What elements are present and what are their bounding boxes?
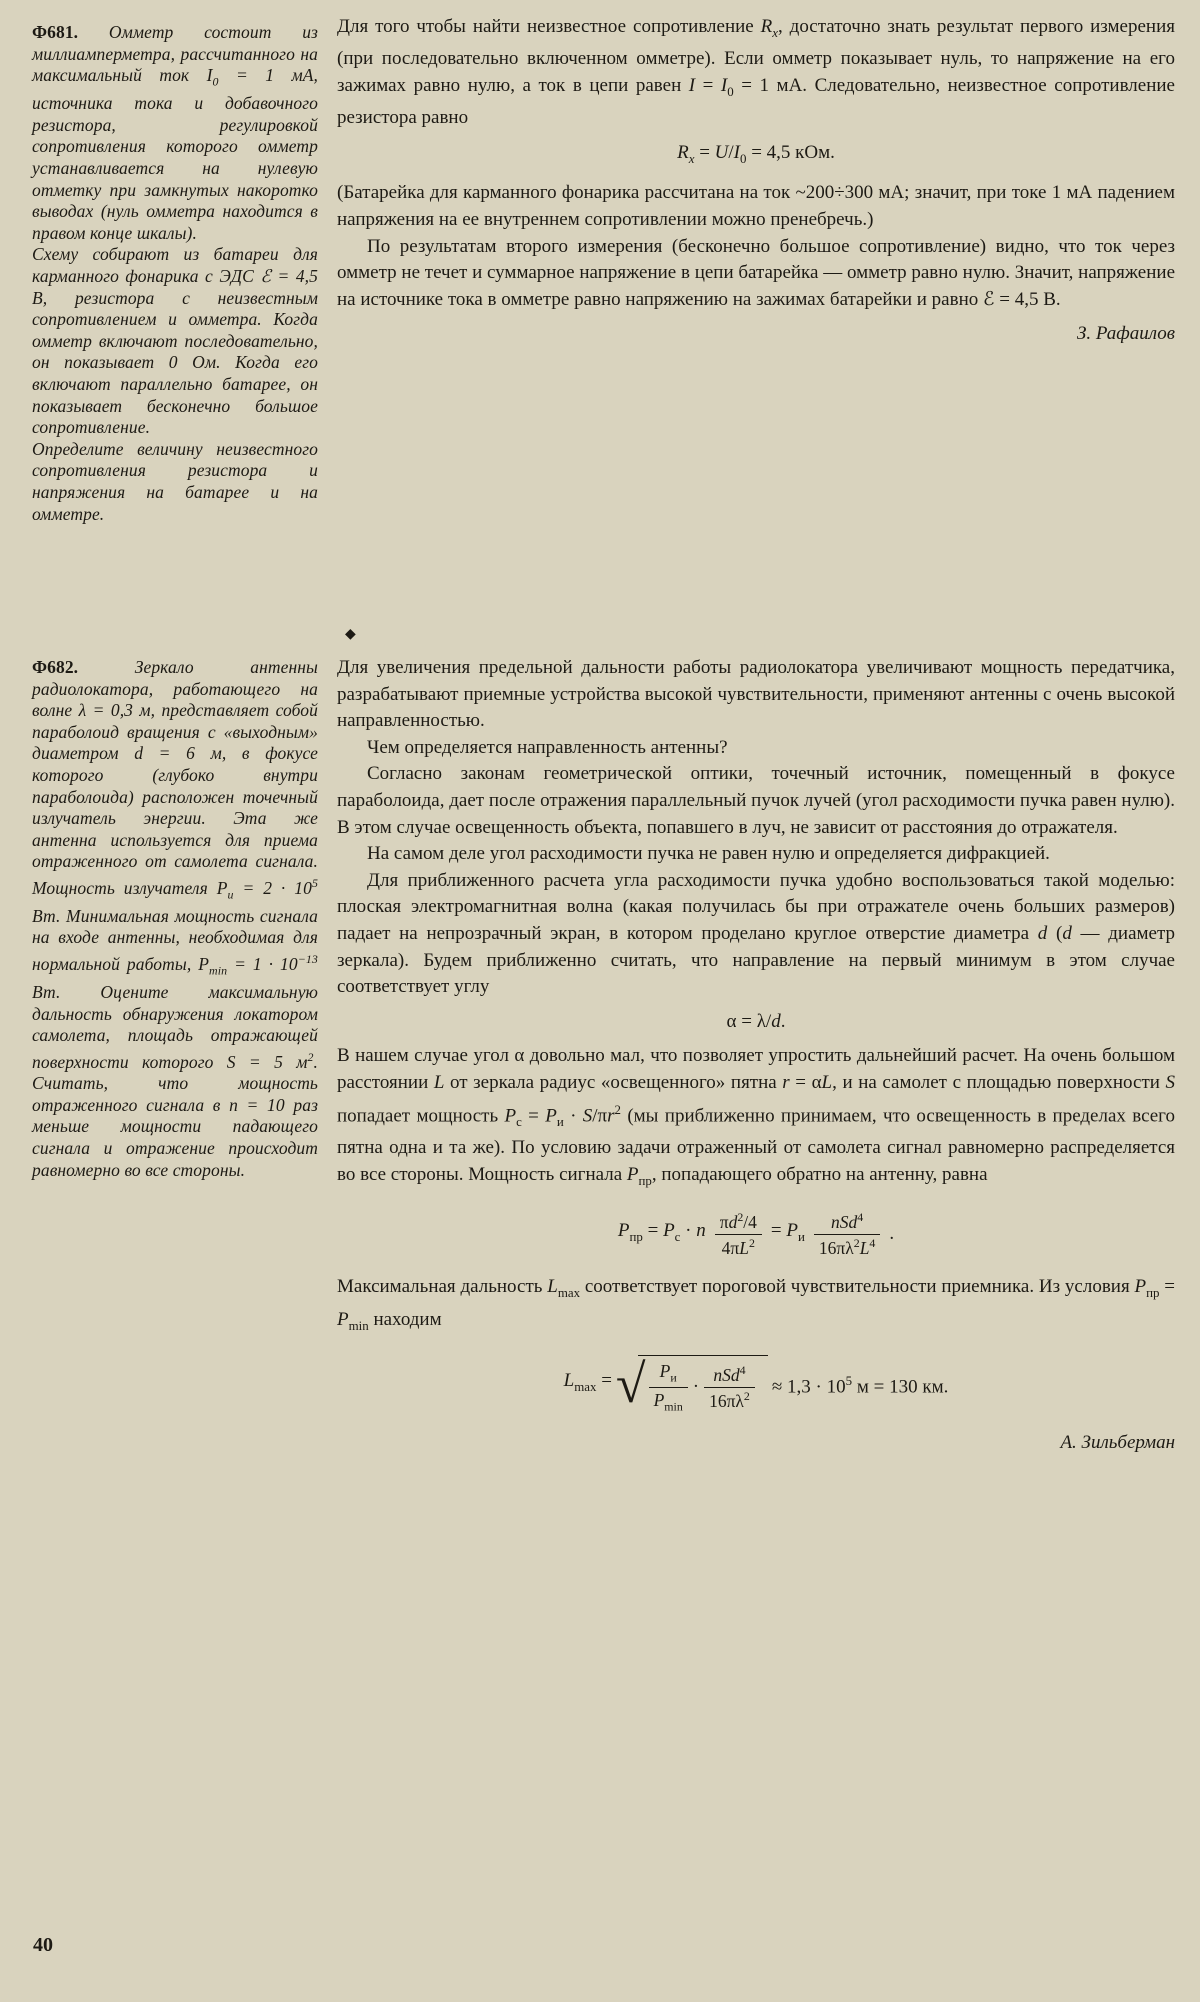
fraction-denominator: $P_{min}$ [653, 1390, 683, 1414]
fraction-denominator: $16\pi\lambda^2$ [709, 1389, 750, 1411]
radical-sign: √ [615, 1353, 646, 1414]
solution-f682 [337, 655, 1175, 1457]
formula-ppr-end: . [889, 1222, 895, 1244]
solution-f681-p1: Для того чтобы найти неизвестное сопротивление $R_x$, достаточно знать результат первого измерения (при последовательно включенном омметре). Если омметр показывает нуль, то напряжение на его зажимах равно нулю, а ток в цепи равен $I = I_0 = 1$ мА. Следовательно, неизвестное сопротивление резистора равно [337, 16, 1175, 129]
problem-f681 [32, 22, 318, 525]
fraction-numerator: $\pi d^2/4$ [715, 1210, 762, 1235]
solution-f682-p3: Согласно законам геометрической оптики, точечный источник, помещенный в фокусе параболоида, дает после отражения параллельный пучок лучей (угол расходимости пучка равен нулю). В этом случае освещенность объекта, попавшего в луч, не зависит от расстояния до отражателя. [337, 763, 1175, 838]
formula-ppr-fraction-2 [814, 1210, 880, 1258]
formula-alpha: α = λ/d. [726, 1010, 786, 1032]
page-number: 40 [33, 1934, 53, 1956]
problem-f681-statement-p3: Определите величину неизвестного сопротивления резистора и напряжения на батарее и на омметре. [32, 438, 318, 524]
problem-f681-statement-p1 [32, 22, 318, 244]
multiplication-dot: · [692, 1375, 700, 1397]
solution-f682-author: А. Зильберман [1060, 1432, 1175, 1454]
solution-f682-p4: На самом деле угол расходимости пучка не равен нулю и определяется дифракцией. [367, 843, 1050, 865]
fraction-denominator: $4\pi L^2$ [721, 1236, 755, 1258]
fraction-numerator: nSd$^4$ [704, 1363, 755, 1388]
solution-f682-p5: Для приближенного расчета угла расходимости пучка удобно воспользоваться такой моделью: плоская электромагнитная волна (какая получилась бы при отражателе очень больших размеров) падает на непрозрачный экран, в котором проделано круглое отверстие диаметра d (d — диаметр зеркала). Будем приближенно считать, что направление на первый минимум в этом случае соответствует углу [337, 869, 1176, 998]
formula-lmax [337, 1355, 1175, 1414]
formula-ppr-fraction-1 [715, 1210, 762, 1258]
solution-f682-p7: Максимальная дальность $L_{max}$ соответствует пороговой чувствительности приемника. Из условия $P_{пр} = P_{min}$ находим [337, 1276, 1175, 1333]
solution-f682-p2: Чем определяется направленность антенны? [367, 736, 728, 758]
problem-f682 [32, 657, 318, 1181]
formula-lmax-rhs: ≈ $1,3 \cdot 10^5$ м = 130 км. [771, 1373, 949, 1398]
formula-ppr [337, 1210, 1175, 1258]
solution-f681-author: З. Рафаилов [1076, 323, 1175, 345]
solution-f682-p6: В нашем случае угол α довольно мал, что позволяет упростить дальнейший расчет. На очень большом расстоянии L от зеркала радиус «освещенного» пятна r = αL, и на самолет с площадью поверхности S попадает мощность $P_с = P_и \cdot S/\pi r^2$ (мы приближенно принимаем, что освещенность в пределах всего пятна одна и та же). По условию задачи отраженный от самолета сигнал равномерно распределяется во все стороны. Мощность сигнала $P_{пр}$, попадающего обратно на антенну, равна [337, 1045, 1176, 1188]
solution-f682-p1: Для увеличения предельной дальности работы радиолокатора увеличивают мощность передатчика, разрабатывают приемные устройства высокой чувствительности, применяют антенны с очень высокой направленностью. [337, 657, 1175, 732]
formula-lmax-fraction-2 [704, 1363, 755, 1411]
section-divider-diamond-icon: ◆ [345, 627, 356, 642]
formula-ppr-lhs: $P_{пр} = P_с \cdot n$ [617, 1219, 706, 1244]
formula-ppr-mid: = $P_и$ [770, 1219, 805, 1244]
square-root [616, 1355, 768, 1414]
square-root-body [638, 1355, 768, 1414]
problem-f681-number: Ф681. [32, 22, 79, 42]
problem-f682-number: Ф682. [32, 657, 79, 677]
problem-f681-statement-p2: Схему собирают из батареи для карманного фонарика с ЭДС ℰ = 4,5 В, резистора с неизвестным сопротивлением и омметра. Когда омметр включают последовательно, он показывает 0 Ом. Когда его включают параллельно батарее, он показывает бесконечно большое сопротивление. [32, 244, 318, 438]
formula-rx: $R_x = U/I_0 = 4,5$ кОм. [677, 141, 835, 166]
formula-lmax-lhs: $L_{max}$ = [563, 1370, 612, 1395]
problem-f681-text-1: Омметр состоит из миллиамперметра, рассчитанного на максимальный ток $I_0 = 1$ мА, источника тока и добавочного резистора, регулировкой сопротивления которого омметр устанавливается на нулевую отметку при замкнутых накоротко выводах (нуль омметра находится в правом конце шкалы). [32, 22, 318, 243]
solution-f681 [337, 14, 1175, 348]
solution-f681-p3: По результатам второго измерения (бесконечно большое сопротивление) видно, что ток через омметр не течет и суммарное напряжение в цепи батарейка — омметр равно нулю. Значит, напряжение на источнике тока в омметре равно напряжению на зажимах батарейки и равно ℰ = 4,5 В. [337, 235, 1175, 310]
formula-lmax-fraction-1 [649, 1360, 688, 1414]
problem-f682-text: Зеркало антенны радиолокатора, работающего на волне λ = 0,3 м, представляет собой параболоид вращения с «выходным» диаметром d = 6 м, в фокусе которого (глубоко внутри параболоида) расположен точечный излучатель энергии. Эта же антенна используется для приема отраженного от самолета сигнала. Мощность излучателя $P_и = 2 \cdot 10^5$ Вт. Минимальная мощность сигнала на входе антенны, необходимая для нормальной работы, $P_{min} = 1 \cdot 10^{-13}$ Вт. Оцените максимальную дальность обнаружения локатором самолета, площадь отражающей поверхности которого S = 5 $м^2$. Считать, что мощность отраженного сигнала в n = 10 раз меньше мощности падающего сигнала и отражение происходит равномерно во все стороны. [32, 657, 318, 1180]
solution-f681-p2: (Батарейка для карманного фонарика рассчитана на ток ~200÷300 мА; значит, при токе 1 мА падением напряжения на ее внутреннем сопротивлении можно пренебречь.) [337, 182, 1175, 230]
problem-f682-statement [32, 657, 318, 1181]
fraction-numerator: nSd$^4$ [814, 1210, 880, 1235]
fraction-numerator: $P_и$ [649, 1360, 688, 1388]
fraction-denominator: $16\pi\lambda^2L^4$ [818, 1236, 876, 1258]
